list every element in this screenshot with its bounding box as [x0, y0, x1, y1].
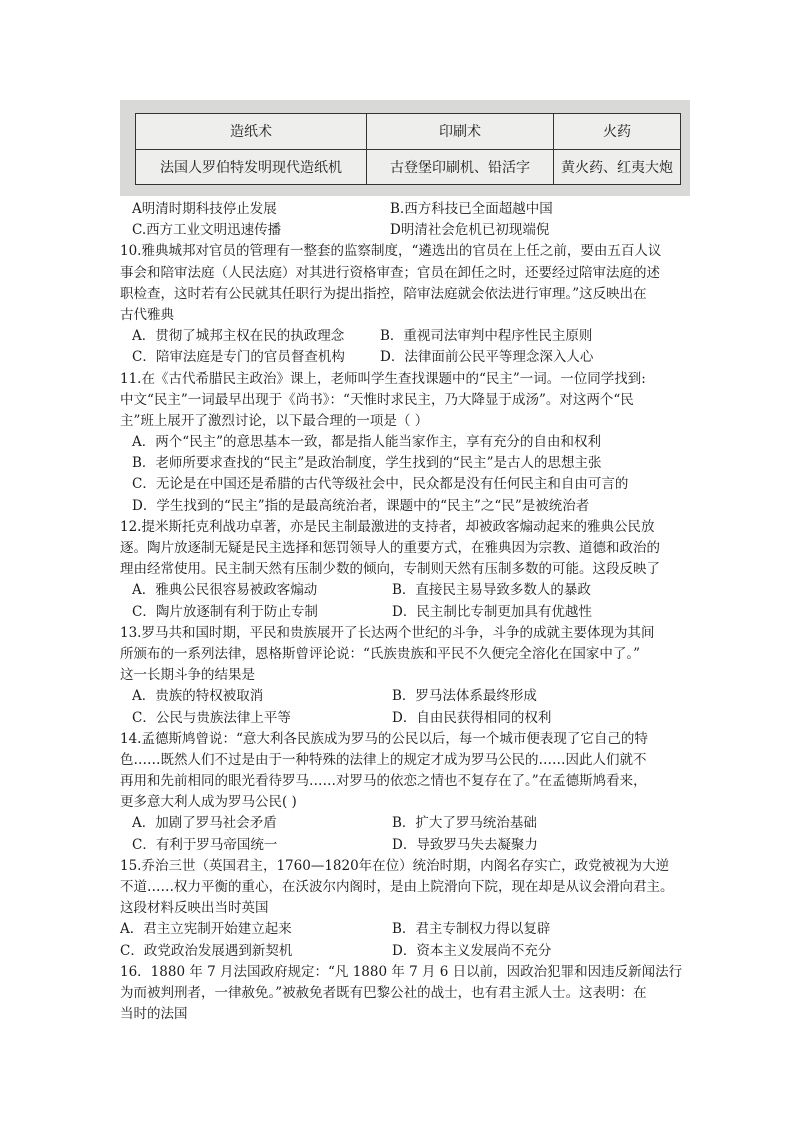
q10-stem-line: 职检查，这时若有公民就其任职行为提出指控，陪审法庭就会依法进行审理。”这反映出在: [120, 285, 647, 302]
q15-options-row: [120, 919, 690, 940]
q13-stem-line: 所颁布的一系列法律，恩格斯曾评论说：“氏族贵族和平民不久便完全溶化在国家中了。”: [120, 645, 641, 662]
q15-option-a: A．君主立宪制开始建立起来: [120, 921, 292, 938]
table-header-row: [136, 114, 681, 150]
q12-stem-line: 理由经常使用。民主制天然有压制少数的倾向，专制则天然有压制多数的可能。这段反映了: [120, 561, 660, 578]
q12-options-row: [120, 602, 690, 623]
q16-stem-line: 16．1880 年 7 月法国政府规定：“凡 1880 年 7 月 6 日以前，因政治犯罪和因违反新闻法行: [120, 963, 683, 980]
q15-stem-line: 这段材料反映出当时英国: [120, 900, 269, 917]
q9-option-a: A明清时期科技停止发展: [132, 201, 277, 217]
q9-option-d: D明清社会危机已初现端倪: [390, 222, 550, 239]
q10-stem-line: 古代雅典: [120, 306, 174, 323]
q15-option-b: B．君主专制权力得以复辟: [392, 921, 551, 938]
table-header-cell: 造纸术: [136, 114, 367, 150]
q16-stem-line: 当时的法国: [120, 1006, 188, 1023]
q11-stem-line: 11.在《古代希腊民主政治》课上，老师叫学生查找课题中的“民主”一词。一位同学找到:: [120, 370, 646, 387]
q13-options-row: [120, 686, 690, 707]
q10-stem-line: 事会和陪审法庭（人民法庭）对其进行资格审查；官员在卸任之时，还要经过陪审法庭的述: [120, 264, 660, 281]
q11-option-b: B．老师所要求查找的“民主”是政治制度，学生找到的“民主”是古人的思想主张: [132, 455, 602, 472]
q9-option-c: C.西方工业文明迅速传播: [132, 222, 282, 239]
table-cell: 古登堡印刷机、铅活字: [367, 149, 554, 185]
q14-stem-line: 更多意大利人成为罗马公民( ): [120, 794, 297, 811]
q12-stem-line: 逐。陶片放逐制无疑是民主选择和惩罚领导人的重要方式，在雅典因为宗教、道德和政治的: [120, 540, 660, 556]
q13-stem-line: 这一长期斗争的结果是: [120, 667, 255, 684]
q15-stem-line: 15.乔治三世（英国君主，1760—1820年在位）统治时期，内阁名存实亡，政党被视为大逆: [120, 857, 670, 874]
q13-stem-line: 13.罗马共和国时期，平民和贵族展开了长达两个世纪的斗争，斗争的成就主要体现为其间: [120, 624, 655, 641]
q15-option-d: D．资本主义发展尚不充分: [392, 942, 552, 959]
q13-option-c: C．公民与贵族法律上平等: [132, 709, 291, 726]
q12-option-d: D．民主制比专制更加具有优越性: [392, 603, 592, 620]
table-row: [136, 149, 681, 185]
q11-option-a: A．两个“民主”的意思基本一致，都是指人能当家作主，享有充分的自由和权利: [132, 434, 602, 451]
q12-option-a: A．雅典公民很容易被政客煽动: [132, 582, 318, 599]
q13-option-b: B．罗马法体系最终形成: [392, 688, 537, 705]
q16-stem-line: 为而被判刑者，一律赦免。”被赦免者既有巴黎公社的战士，也有君主派人士。这表明：在: [120, 984, 647, 1001]
question-text: [120, 199, 690, 1025]
q9-options-row: [120, 220, 690, 241]
q14-options-row: [120, 813, 690, 834]
table-header-cell: 火药: [554, 114, 681, 150]
q9-option-b: B.西方科技已全面超越中国: [390, 201, 553, 217]
q13-option-a: A．贵族的特权被取消: [132, 688, 264, 705]
table-cell: 黄火药、红夷大炮: [554, 149, 681, 185]
q13-options-row: [120, 708, 690, 729]
table-cell: 法国人罗伯特发明现代造纸机: [136, 149, 367, 185]
q10-option-a: A．贯彻了城邦主权在民的执政理念: [132, 328, 345, 345]
q14-stem-line: 14.孟德斯鸠曾说：“意大利各民族成为罗马的公民以后，每一个城市便表现了它自己的特: [120, 730, 648, 747]
q10-option-d: D．法律面前公民平等理念深入人心: [380, 349, 594, 366]
q14-option-a: A．加剧了罗马社会矛盾: [132, 815, 277, 832]
q14-stem-line: 色……既然人们不过是由于一种特殊的法律上的规定才成为罗马公民的……因此人们就不: [120, 751, 647, 768]
invention-table: [135, 113, 681, 185]
q10-option-b: B．重视司法审判中程序性民主原则: [380, 328, 593, 345]
q13-option-d: D．自由民获得相同的权利: [392, 709, 552, 726]
table-header-cell: 印刷术: [367, 114, 554, 150]
q14-option-b: B．扩大了罗马统治基础: [392, 815, 537, 832]
q10-options-row: [120, 326, 690, 347]
q10-stem-line: 10.雅典城邦对官员的管理有一整套的监察制度，“遴选出的官员在上任之前，要由五百人议: [120, 243, 662, 260]
q11-option-d: D．学生找到的“民主”指的是最高统治者，课题中的“民主”之“民”是被统治者: [132, 497, 590, 514]
q11-stem-line: 主”班上展开了激烈讨论，以下最合理的一项是（ ）: [120, 412, 429, 429]
q14-stem-line: 再用和先前相同的眼光看待罗马……对罗马的依恋之情也不复存在了。”在孟德斯鸠看来，: [120, 773, 647, 790]
q11-stem-line: 中文“民主”一词最早出现于《尚书》：“天惟时求民主，乃大降显于成汤”。对这两个“民: [120, 391, 634, 408]
q14-option-d: D．导致罗马失去凝聚力: [392, 836, 538, 853]
q15-option-c: C．政党政治发展遇到新契机: [120, 942, 293, 959]
q14-options-row: [120, 835, 690, 856]
q12-options-row: [120, 580, 690, 601]
q15-options-row: [120, 941, 690, 962]
q12-option-c: C．陶片放逐制有利于防止专制: [132, 603, 318, 620]
q12-stem-line: 12.提米斯托克利战功卓著，亦是民主制最激进的支持者，却被政客煽动起来的雅典公民放: [120, 518, 655, 535]
q9-options-row: [120, 199, 690, 220]
q15-stem-line: 不道……权力平衡的重心，在沃波尔内阁时，是由上院滑向下院，现在却是从议会滑向君主。: [120, 879, 674, 895]
q10-option-c: C．陪审法庭是专门的官员督查机构: [132, 349, 345, 366]
q10-options-row: [120, 347, 690, 368]
q11-option-c: C．无论是在中国还是希腊的古代等级社会中，民众都是没有任何民主和自由可言的: [132, 476, 629, 493]
q12-option-b: B．直接民主易导致多数人的暴政: [392, 582, 591, 599]
q14-option-c: C．有利于罗马帝国统一: [132, 836, 278, 853]
